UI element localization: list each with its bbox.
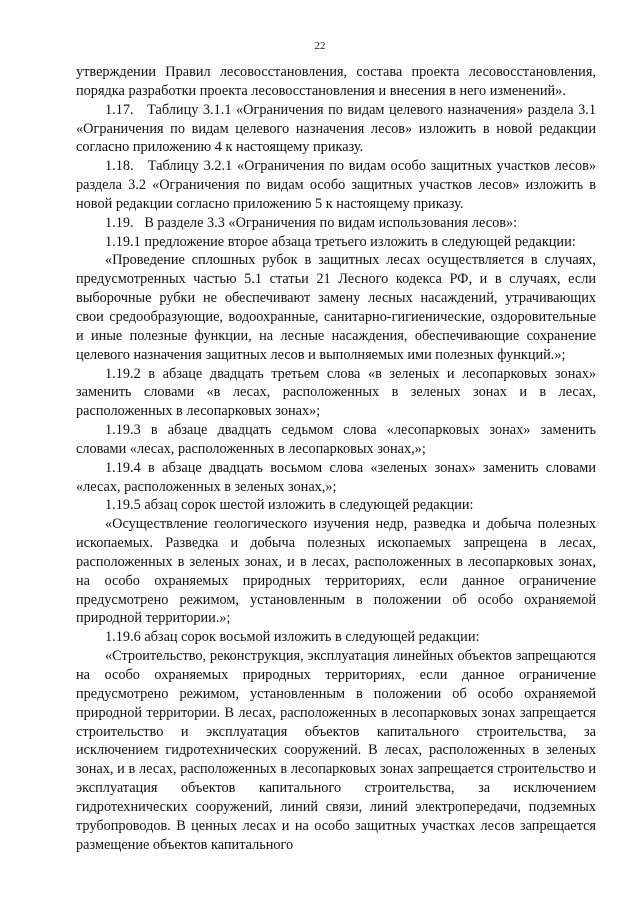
paragraph-item-1-19: 1.19. В разделе 3.3 «Ограничения по видам использования лесов»:	[105, 214, 518, 231]
paragraph-item-1-19-2: 1.19.2 в абзаце двадцать третьем слова «в зеленых и лесопарковых зонах» заменить словами «в лесах, расположенных в зеленых зонах и в лесах, расположенных в лесопарковых зонах»;	[76, 365, 596, 420]
paragraph-quote-construction: «Строительство, реконструкция, эксплуатация линейных объектов запрещаются на особо охраняемых природных территориях, если данное ограничение предусмотрено режимом, установленным в положении об особо охраняемой природной территории. В лесах, расположенных в лесопарковых зонах запрещается строительство и эксплуатация объектов капитального строительства, за исключением гидротехнических сооружений. В лесах, расположенных в зеленых зонах, и в лесах, расположенных в лесопарковых зонах запрещается строительство и эксплуатация объектов капитального строительства, за исключением гидротехнических сооружений, линий связи, линий электропередачи, подземных трубопроводов. В ценных лесах и на особо защитных участках лесов запрещается размещение объектов капитального	[76, 648, 596, 853]
paragraph-item-1-19-6: 1.19.6 абзац сорок восьмой изложить в следующей редакции:	[105, 629, 480, 646]
paragraph-item-1-19-5: 1.19.5 абзац сорок шестой изложить в следующей редакции:	[105, 497, 474, 514]
document-body	[76, 63, 596, 854]
paragraph-item-1-19-1: 1.19.1 предложение второе абзаца третьего изложить в следующей редакции:	[105, 233, 576, 250]
paragraph-item-1-17: 1.17. Таблицу 3.1.1 «Ограничения по видам целевого назначения» раздела 3.1 «Ограничения по видам целевого назначения лесов» изложить в новой редакции согласно приложению 4 к настоящему приказу.	[76, 101, 596, 156]
paragraph-quote-geological: «Осуществление геологического изучения недр, разведка и добыча полезных ископаемых. Разведка и добыча полезных ископаемых запрещена в лесах, расположенных в зеленых зонах, и в лесах, расположенных в лесопарковых зонах, на особо охраняемых природных территориях, если данное ограничение предусмотрено режимом, установленным в положении об особо охраняемой природной территории.»;	[76, 516, 596, 627]
paragraph-item-1-18: 1.18. Таблицу 3.2.1 «Ограничения по видам особо защитных участков лесов» раздела 3.2 «Ограничения по видам особо защитных участков лесов» изложить в новой редакции согласно приложению 5 к настоящему приказу.	[76, 158, 596, 212]
paragraph-item-1-19-3: 1.19.3 в абзаце двадцать седьмом слова «лесопарковых зонах» заменить словами «лесах, расположенных в лесопарковых зонах,»;	[76, 422, 596, 457]
paragraph-item-1-19-4: 1.19.4 в абзаце двадцать восьмом слова «зеленых зонах» заменить словами «лесах, расположенных в зеленых зонах,»;	[76, 459, 596, 495]
paragraph-quote-clear-cutting: «Проведение сплошных рубок в защитных лесах осуществляется в случаях, предусмотренных частью 5.1 статьи 21 Лесного кодекса РФ, и в случаях, если выборочные рубки не обеспечивают замену лесных насаждений, утрачивающих свои средообразующие, водоохранные, санитарно-гигиенические, оздоровительные и иные полезные функции, на лесные насаждения, обеспечивающие сохранение целевого назначения защитных лесов и выполняемых ими полезных функций.»;	[76, 252, 596, 363]
page-number: 22	[314, 40, 326, 52]
paragraph-continuation: утверждении Правил лесовосстановления, состава проекта лесовосстановления, порядка разработки проекта лесовосстановления и внесения в него изменений».	[76, 64, 596, 99]
